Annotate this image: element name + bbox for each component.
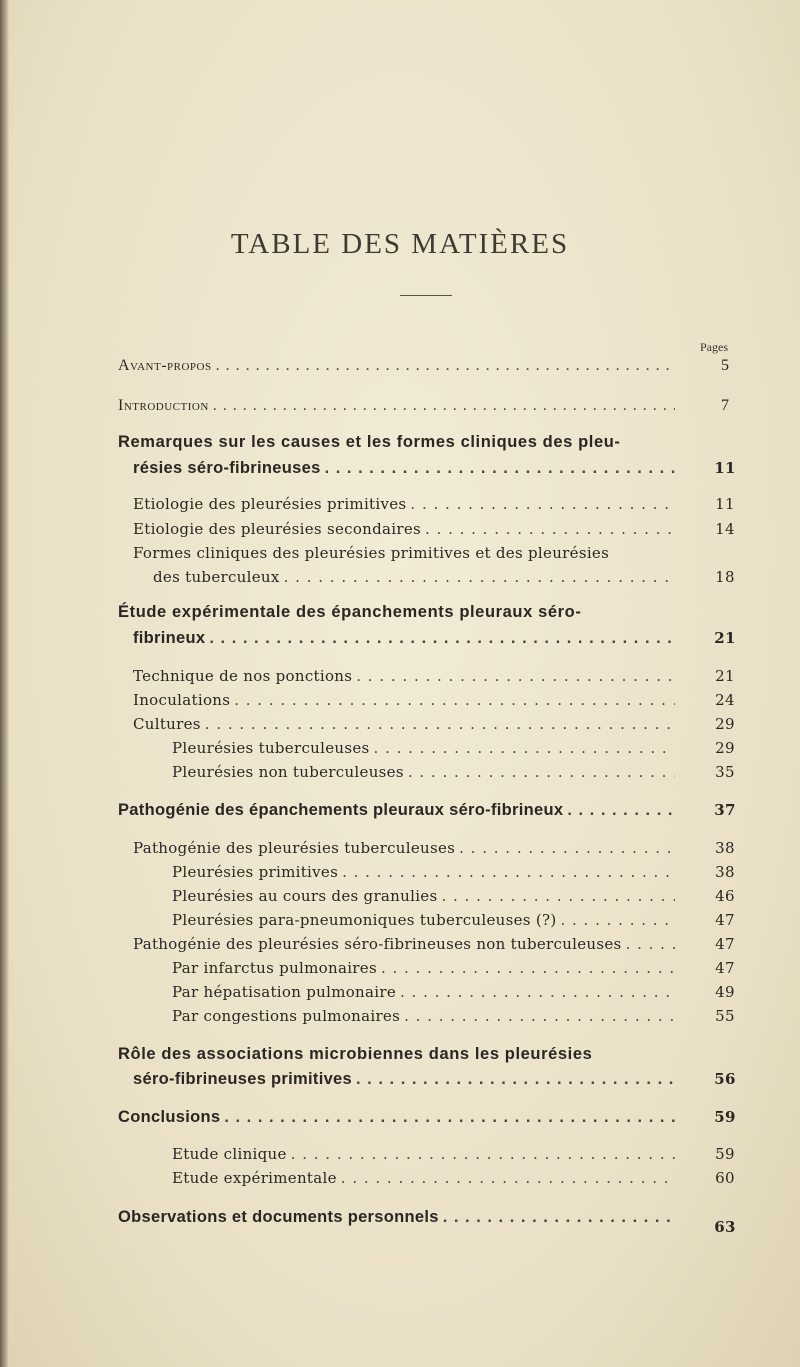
toc-entry-page: 14 [715,520,735,538]
dot-leader [356,1065,675,1093]
dot-leader [325,454,675,482]
dot-leader [284,563,675,591]
dot-leader [567,796,675,824]
toc-entry-etude-experimentale-conclusion[interactable] [172,1164,735,1192]
toc-entry-pathogenie-epanchements[interactable] [118,796,736,824]
toc-entry-label: Observations et documents personnels [118,1208,439,1226]
toc-entry-observations[interactable] [118,1203,736,1236]
toc-entry-label: Introduction [118,397,209,414]
title-divider [400,295,452,296]
toc-entry-label: Etiologie des pleurésies primitives [133,495,407,513]
toc-entry-page: 59 [715,1145,735,1163]
toc-entry-label: Par infarctus pulmonaires [172,959,377,977]
dot-leader [224,1103,675,1131]
toc-entry-label: Cultures [133,715,201,733]
toc-entry-formes-line1[interactable]: Formes cliniques des pleurésies primitives et des pleurésies [133,544,610,562]
toc-entry-label: Pathogénie des épanchements pleuraux séro-fibrineux [118,801,564,819]
toc-entry-page: 21 [715,667,735,685]
toc-entry-label: Avant-propos [118,357,212,374]
toc-entry-label: Par congestions pulmonaires [172,1007,401,1025]
toc-entry-page: 46 [715,887,735,905]
book-spine-shadow [0,0,9,1367]
toc-entry-page: 38 [715,863,735,881]
toc-entry-role-associations[interactable] [133,1065,736,1093]
toc-entry-remarques[interactable] [133,454,736,482]
toc-entry-etiologie-primitives[interactable] [133,490,735,518]
toc-entry-label: Conclusions [118,1108,221,1126]
toc-entry-label: des tuberculeux [153,568,280,586]
toc-entry-page: 7 [721,397,729,414]
toc-entry-label: Pleurésies au cours des granulies [172,887,438,905]
toc-entry-page: 21 [714,629,736,647]
toc-entry-page: 11 [715,495,735,513]
toc-entry-formes-cliniques[interactable] [153,563,735,591]
toc-entry-label: Pathogénie des pleurésies séro-fibrineuses non tuberculeuses [133,935,622,953]
toc-entry-page: 35 [715,763,735,781]
dot-leader [216,352,675,380]
toc-entry-page: 29 [715,715,735,733]
toc-entry-etude-line1[interactable]: Étude expérimentale des épanchements pleuraux séro- [118,603,582,621]
toc-entry-page: 37 [714,801,736,819]
toc-entry-page: 47 [715,935,735,953]
toc-entry-conclusions[interactable] [118,1103,736,1131]
toc-entry-label: fibrineux [133,629,206,647]
toc-entry-label: Par hépatisation pulmonaire [172,983,396,1001]
toc-entry-page: 55 [715,1007,735,1025]
toc-entry-page: 47 [715,959,735,977]
toc-entry-page: 60 [715,1169,735,1187]
toc-entry-page: 29 [715,739,735,757]
toc-entry-label: Pleurésies primitives [172,863,339,881]
dot-leader [213,392,675,420]
toc-entry-label: Etude clinique [172,1145,287,1163]
toc-entry-label: Pleurésies tuberculeuses [172,739,370,757]
dot-leader [443,1203,675,1231]
toc-entry-page: 47 [715,911,735,929]
pages-column-label: Pages [700,340,728,354]
page-title: TABLE DES MATIÈRES [230,228,570,260]
toc-entry-label: Inoculations [133,691,231,709]
toc-entry-label: Etude expérimentale [172,1169,337,1187]
toc-entry-page: 38 [715,839,735,857]
toc-entry-label: Pleurésies para-pneumoniques tuberculeuses (?) [172,911,557,929]
toc-entry-page: 11 [714,459,736,477]
toc-entry-page: 49 [715,983,735,1001]
toc-entry-congestions[interactable] [172,1002,735,1030]
toc-entry-pleuresies-non-tuberculeuses[interactable] [172,758,735,786]
toc-entry-page: 56 [714,1070,736,1088]
toc-entry-label: Etiologie des pleurésies secondaires [133,520,421,538]
toc-entry-label: Pathogénie des pleurésies tuberculeuses [133,839,456,857]
toc-entry-label: Pleurésies non tuberculeuses [172,763,404,781]
toc-entry-etude-experimentale[interactable] [133,624,736,652]
toc-entry-page: 24 [715,691,735,709]
toc-entry-page: 63 [714,1218,736,1236]
toc-entry-remarques-line1[interactable]: Remarques sur les causes et les formes cliniques des pleu- [118,433,621,451]
toc-entry-label: résies séro-fibrineuses [133,459,321,477]
toc-entry-page: 59 [714,1108,736,1126]
dot-leader [410,490,675,518]
dot-leader [341,1164,675,1192]
toc-entry-role-line1[interactable]: Rôle des associations microbiennes dans les pleurésies [118,1045,593,1063]
toc-entry-page: 18 [715,568,735,586]
dot-leader [404,1002,675,1030]
dot-leader [209,624,675,652]
dot-leader [408,758,675,786]
toc-entry-introduction[interactable] [118,392,729,420]
toc-entry-label: Technique de nos ponctions [133,667,353,685]
toc-entry-page: 5 [721,357,729,374]
toc-entry-avant-propos[interactable] [118,352,729,380]
toc-entry-label: séro-fibrineuses primitives [133,1070,353,1088]
